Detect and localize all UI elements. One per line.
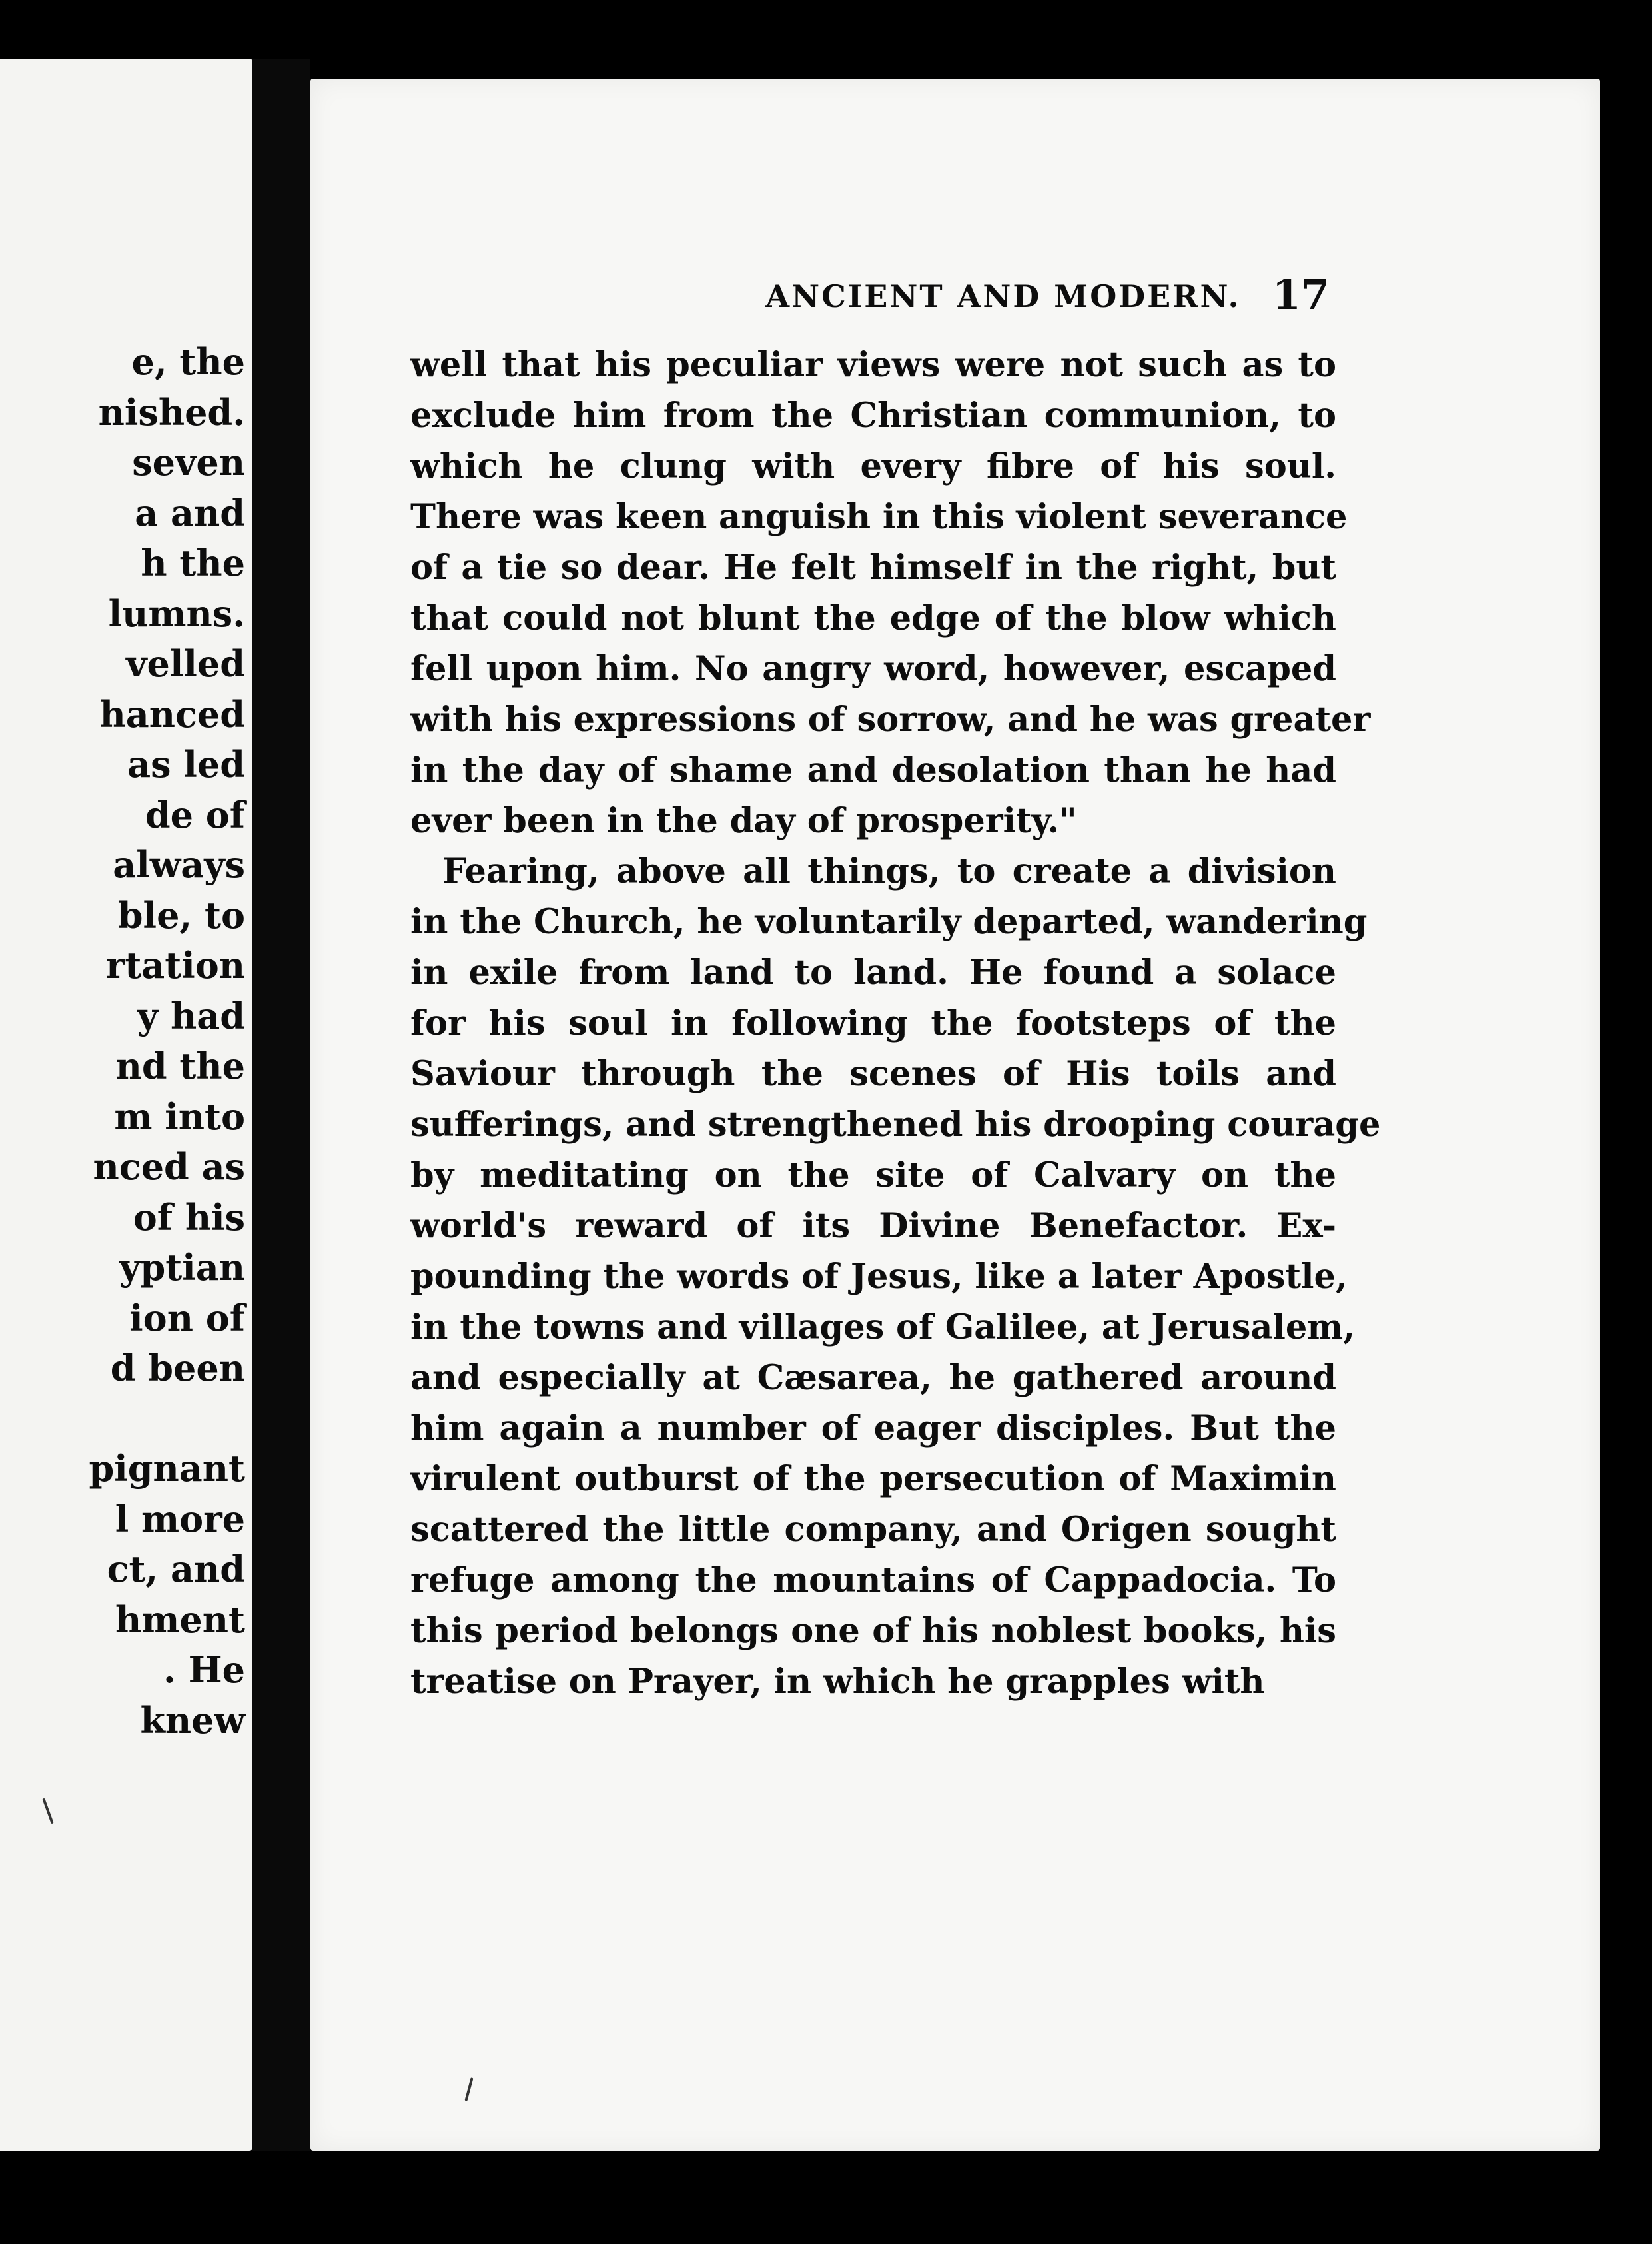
text-line: y had bbox=[137, 994, 245, 1037]
text-line: as led bbox=[127, 743, 245, 786]
text-line: in the day of shame and desolation than he had bbox=[410, 750, 1336, 790]
text-line: Fearing, above all things, to create a division bbox=[442, 851, 1336, 891]
text-line: pignant bbox=[89, 1447, 245, 1490]
current-page bbox=[310, 79, 1600, 2151]
text-line: nced as bbox=[93, 1145, 245, 1188]
page-number: 17 bbox=[1272, 271, 1330, 319]
text-line: hanced bbox=[99, 692, 245, 736]
text-line: l more bbox=[115, 1497, 245, 1540]
previous-page-text bbox=[5, 337, 245, 1746]
text-line: of his bbox=[133, 1195, 245, 1239]
text-line: ion of bbox=[129, 1296, 245, 1339]
text-line: which he clung with every fibre of his soul. bbox=[410, 446, 1336, 486]
text-line: fell upon him. No angry word, however, escaped bbox=[410, 649, 1336, 689]
text-line: treatise on Prayer, in which he grapples with bbox=[410, 1662, 1265, 1702]
text-line: ever been in the day of prosperity." bbox=[410, 801, 1077, 841]
text-line: knew bbox=[140, 1698, 245, 1742]
text-line: always bbox=[113, 843, 245, 886]
text-line: ct, and bbox=[107, 1548, 245, 1590]
text-line: e, the bbox=[131, 340, 245, 383]
paragraph bbox=[410, 340, 1371, 846]
text-line: velled bbox=[126, 642, 245, 685]
text-line: in exile from land to land. He found a solace bbox=[410, 953, 1336, 993]
text-line: nished. bbox=[98, 390, 245, 434]
text-line: that could not blunt the edge of the blow which bbox=[410, 598, 1336, 638]
text-line: in the Church, he voluntarily departed, wandering bbox=[410, 902, 1368, 942]
text-line: virulent outburst of the persecution of Maximin bbox=[410, 1459, 1336, 1499]
text-line: him again a number of eager disciples. But the bbox=[410, 1408, 1336, 1448]
text-line: exclude him from the Christian communion, to bbox=[410, 396, 1336, 436]
previous-page bbox=[0, 59, 253, 2151]
text-line: for his soul in following the footsteps of the bbox=[410, 1003, 1336, 1043]
text-line: well that his peculiar views were not such as to bbox=[410, 345, 1336, 385]
text-line: and especially at Cæsarea, he gathered around bbox=[410, 1358, 1336, 1398]
text-line: ble, to bbox=[117, 893, 245, 937]
page-body bbox=[410, 340, 1381, 1707]
text-line: lumns. bbox=[108, 592, 245, 635]
text-line: scattered the little company, and Origen sought bbox=[410, 1510, 1336, 1550]
scan-speck bbox=[464, 2077, 473, 2101]
text-line: this period belongs one of his noblest books, his bbox=[410, 1611, 1336, 1651]
text-line: yptian bbox=[119, 1246, 245, 1289]
text-line: seven bbox=[132, 441, 245, 484]
text-line: h the bbox=[141, 542, 245, 584]
text-line: in the towns and villages of Galilee, at Jerusalem, bbox=[410, 1307, 1356, 1347]
text-line: nd the bbox=[115, 1045, 245, 1087]
book-gutter bbox=[252, 59, 310, 2151]
text-line: hment bbox=[115, 1598, 245, 1641]
text-line: m into bbox=[114, 1095, 245, 1138]
text-line: There was keen anguish in this violent severance bbox=[410, 497, 1348, 537]
paragraph bbox=[410, 846, 1381, 1707]
text-line: Saviour through the scenes of His toils and bbox=[410, 1054, 1336, 1094]
text-line: pounding the words of Jesus, like a later Apostle, bbox=[410, 1257, 1348, 1297]
text-line bbox=[5, 1394, 245, 1444]
text-line: with his expressions of sorrow, and he was greater bbox=[410, 700, 1371, 740]
text-line: by meditating on the site of Calvary on the bbox=[410, 1155, 1336, 1195]
text-line: a and bbox=[135, 491, 245, 534]
text-line: rtation bbox=[105, 944, 245, 987]
text-line: refuge among the mountains of Cappadocia. To bbox=[410, 1560, 1336, 1600]
running-head: ANCIENT AND MODERN. bbox=[765, 279, 1241, 314]
scan-speck bbox=[42, 1798, 53, 1824]
text-line: . He bbox=[163, 1648, 245, 1691]
text-line: world's reward of its Divine Benefactor. Ex- bbox=[410, 1206, 1336, 1246]
text-line: d been bbox=[110, 1347, 245, 1389]
text-line: de of bbox=[145, 793, 245, 836]
text-line: sufferings, and strengthened his drooping courage bbox=[410, 1105, 1381, 1145]
text-line: of a tie so dear. He felt himself in the right, but bbox=[410, 548, 1336, 588]
